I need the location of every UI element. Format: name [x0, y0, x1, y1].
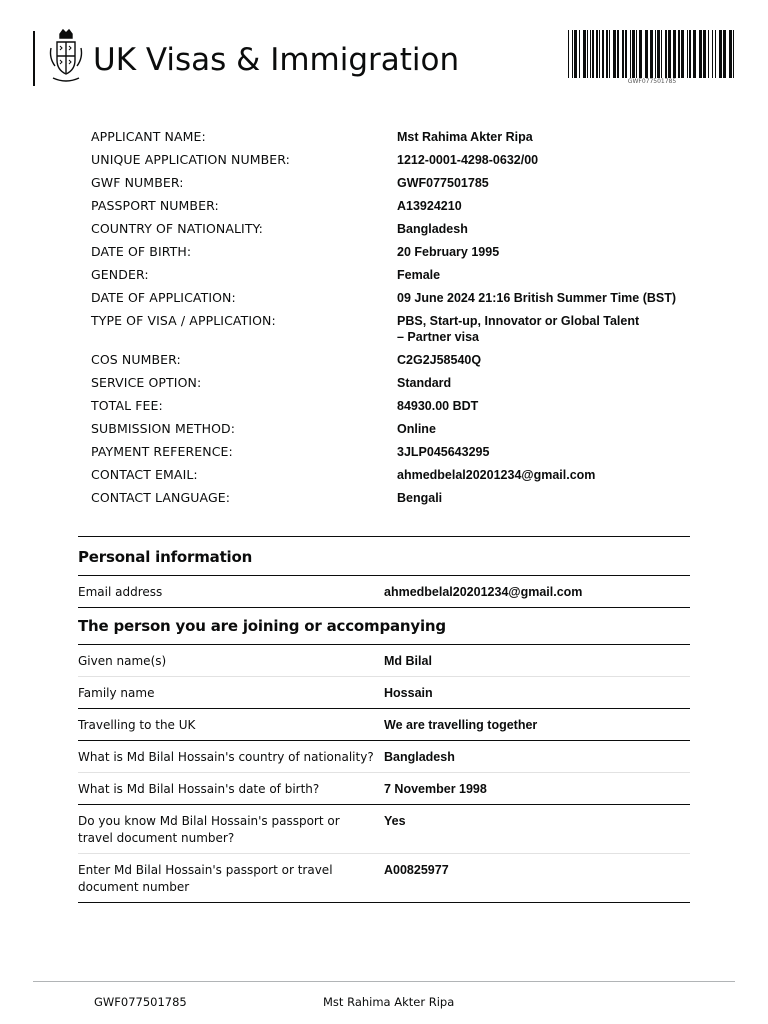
summary-label: DATE OF BIRTH: — [91, 244, 192, 259]
detail-row — [78, 677, 690, 709]
summary-row — [91, 490, 711, 506]
detail-question: Given name(s) — [78, 654, 167, 668]
summary-row — [91, 221, 711, 237]
summary-value: C2G2J58540Q — [397, 353, 482, 367]
detail-row — [78, 709, 690, 741]
summary-label: SUBMISSION METHOD: — [91, 421, 236, 436]
summary-label: GENDER: — [91, 267, 149, 282]
personal-information-section — [78, 536, 690, 608]
summary-label: CONTACT LANGUAGE: — [91, 490, 231, 505]
footer-applicant-name: Mst Rahima Akter Ripa — [323, 995, 455, 1009]
summary-value: A13924210 — [397, 199, 462, 213]
detail-row — [78, 854, 690, 903]
detail-row — [78, 741, 690, 773]
summary-label: COUNTRY OF NATIONALITY: — [91, 221, 263, 236]
summary-value: ahmedbelal20201234@gmail.com — [397, 468, 596, 482]
summary-label: CONTACT EMAIL: — [91, 467, 198, 482]
summary-value: PBS, Start-up, Innovator or Global Talent – Partner visa — [397, 314, 640, 344]
summary-value: GWF077501785 — [397, 176, 489, 190]
brand-title: UK Visas & Immigration — [93, 42, 460, 78]
detail-row — [78, 645, 690, 677]
summary-label: PAYMENT REFERENCE: — [91, 444, 233, 459]
summary-label: PASSPORT NUMBER: — [91, 198, 219, 213]
header-rule — [33, 31, 35, 86]
detail-question: What is Md Bilal Hossain's date of birth? — [78, 782, 320, 796]
summary-row — [91, 198, 711, 214]
summary-label: SERVICE OPTION: — [91, 375, 202, 390]
summary-row — [91, 467, 711, 483]
page-header — [0, 0, 768, 100]
detail-question: Family name — [78, 686, 155, 700]
royal-coat-of-arms-icon — [47, 28, 85, 88]
summary-value: 1212-0001-4298-0632/00 — [397, 153, 539, 167]
section-title: Personal information — [78, 536, 690, 576]
detail-answer: Yes — [384, 814, 406, 828]
summary-value: Bangladesh — [397, 222, 468, 236]
summary-value: Standard — [397, 376, 452, 390]
summary-row — [91, 352, 711, 368]
summary-value: 09 June 2024 21:16 British Summer Time (BST) — [397, 291, 677, 305]
summary-row — [91, 375, 711, 391]
summary-row — [91, 421, 711, 437]
detail-row — [78, 773, 690, 805]
summary-row — [91, 313, 711, 345]
detail-answer: Md Bilal — [384, 654, 432, 668]
summary-value: Bengali — [397, 491, 443, 505]
application-summary — [91, 129, 711, 513]
detail-question: Enter Md Bilal Hossain's passport or travel document number — [78, 863, 333, 894]
summary-value: 84930.00 BDT — [397, 399, 479, 413]
section-title: The person you are joining or accompanying — [78, 606, 690, 645]
summary-row — [91, 290, 711, 306]
summary-label: TOTAL FEE: — [91, 398, 163, 413]
summary-value: Online — [397, 422, 436, 436]
joining-person-section — [78, 606, 690, 903]
summary-row — [91, 444, 711, 460]
summary-label: GWF NUMBER: — [91, 175, 184, 190]
summary-row — [91, 244, 711, 260]
summary-row — [91, 398, 711, 414]
footer-gwf-number: GWF077501785 — [94, 995, 187, 1009]
detail-row — [78, 576, 690, 608]
summary-value: 20 February 1995 — [397, 245, 500, 259]
barcode-caption: GWF077501785 — [627, 78, 677, 85]
summary-row — [91, 129, 711, 145]
detail-answer: Hossain — [384, 686, 433, 700]
summary-row — [91, 152, 711, 168]
barcode-icon — [568, 30, 736, 82]
detail-answer: ahmedbelal20201234@gmail.com — [384, 585, 583, 599]
summary-value: 3JLP045643295 — [397, 445, 490, 459]
summary-value: Female — [397, 268, 441, 282]
detail-question: What is Md Bilal Hossain's country of nationality? — [78, 750, 374, 764]
detail-row — [78, 805, 690, 854]
summary-label: TYPE OF VISA / APPLICATION: — [91, 313, 276, 328]
detail-answer: Bangladesh — [384, 750, 455, 764]
summary-label: UNIQUE APPLICATION NUMBER: — [91, 152, 290, 167]
summary-value: Mst Rahima Akter Ripa — [397, 130, 533, 144]
detail-answer: A00825977 — [384, 863, 449, 877]
detail-question: Email address — [78, 585, 163, 599]
detail-question: Travelling to the UK — [78, 718, 196, 732]
summary-label: APPLICANT NAME: — [91, 129, 206, 144]
detail-question: Do you know Md Bilal Hossain's passport or travel document number? — [78, 814, 340, 845]
footer-rule — [33, 981, 735, 982]
summary-row — [91, 175, 711, 191]
summary-label: DATE OF APPLICATION: — [91, 290, 236, 305]
detail-answer: 7 November 1998 — [384, 782, 487, 796]
summary-row — [91, 267, 711, 283]
detail-answer: We are travelling together — [384, 718, 538, 732]
summary-label: COS NUMBER: — [91, 352, 181, 367]
